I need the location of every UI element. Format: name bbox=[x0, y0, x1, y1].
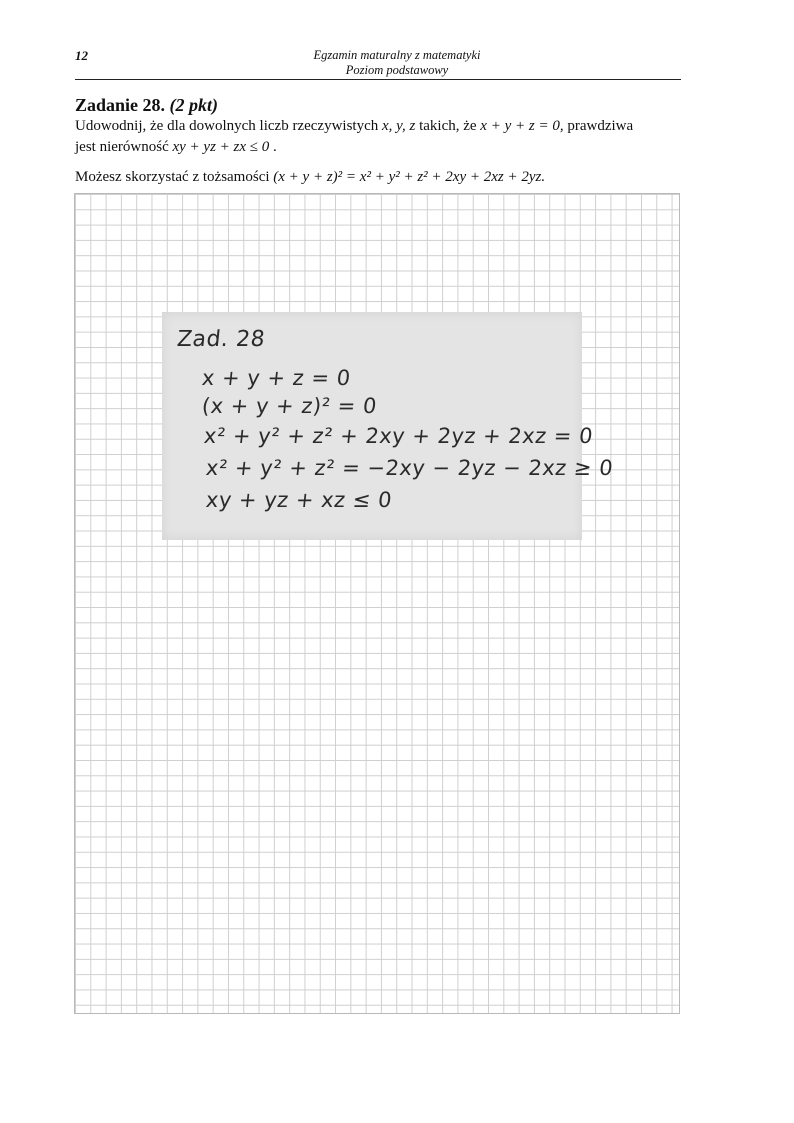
task-inequality: xy + yz + zx ≤ 0 bbox=[172, 139, 270, 155]
hint-text: Możesz skorzystać z tożsamości bbox=[75, 169, 274, 185]
answer-title: Zad. 28 bbox=[175, 327, 267, 352]
task-text-1: Udowodnij, że dla dowolnych liczb rzeczywistych bbox=[75, 118, 382, 134]
task-text-4: jest nierówność bbox=[75, 139, 173, 155]
exam-title: Egzamin maturalny z matematyki bbox=[313, 48, 481, 62]
answer-line: x + y + z = 0 bbox=[200, 366, 352, 390]
answer-line: x² + y² + z² + 2xy + 2yz + 2xz = 0 bbox=[202, 424, 595, 448]
task-hint bbox=[75, 167, 545, 188]
task-number: Zadanie 28. bbox=[75, 95, 166, 115]
task-text-5: . bbox=[269, 139, 277, 155]
page-number: 12 bbox=[75, 48, 88, 63]
task-statement bbox=[75, 116, 685, 158]
hint-identity: (x + y + z)² = x² + y² + z² + 2xy + 2xz + 2yz. bbox=[273, 169, 546, 185]
task-title bbox=[75, 95, 218, 116]
task-text-2: takich, że bbox=[415, 118, 481, 134]
handwritten-answer bbox=[162, 312, 615, 540]
answer-line: x² + y² + z² = −2xy − 2yz − 2xz ≥ 0 bbox=[204, 456, 615, 480]
exam-level: Poziom podstawowy bbox=[345, 63, 449, 77]
exam-header bbox=[0, 48, 794, 78]
task-points: (2 pkt) bbox=[169, 95, 219, 115]
task-vars: x, y, z bbox=[382, 118, 416, 134]
answer-line: xy + yz + xz ≤ 0 bbox=[204, 488, 394, 512]
task-text-3: prawdziwa bbox=[563, 118, 634, 134]
header-divider bbox=[75, 79, 681, 80]
answer-line: (x + y + z)² = 0 bbox=[200, 394, 379, 418]
task-condition: x + y + z = 0, bbox=[480, 118, 564, 134]
